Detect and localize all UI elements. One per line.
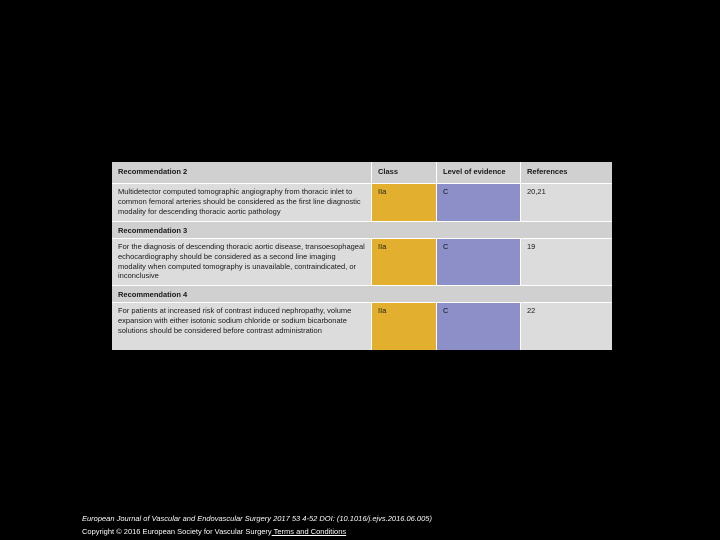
citation-text: European Journal of Vascular and Endovascular Surgery 2017 53 4-52 DOI: (10.1016/j.ejvs.2016.06.005)	[82, 514, 432, 523]
class-value: IIa	[371, 303, 436, 350]
recommendation-table	[112, 162, 612, 350]
class-value: IIa	[371, 184, 436, 221]
section-heading: Recommendation 4	[118, 290, 188, 299]
header-recommendation: Recommendation 2	[118, 167, 188, 176]
recommendation-text: Multidetector computed tomographic angiography from thoracic inlet to common femoral arteries should be considered as the first line diagnostic modality for descending thoracic aortic pathology	[118, 187, 361, 216]
table-row	[112, 184, 612, 221]
section-heading: Recommendation 3	[118, 226, 188, 235]
terms-and-conditions-link[interactable]: Terms and Conditions	[271, 527, 347, 536]
table-row	[112, 239, 612, 285]
copyright-text: Copyright © 2016 European Society for Vascular Surgery	[82, 527, 272, 536]
references-value: 19	[520, 239, 612, 285]
recommendation-text: For patients at increased risk of contrast induced nephropathy, volume expansion with either isotonic sodium chloride or sodium bicarbonate solutions should be considered before contrast administration	[118, 306, 352, 335]
recommendation-text: For the diagnosis of descending thoracic aortic disease, transoesophageal echocardiography should be considered as a second line imaging modality when computed tomography is unavailable, contraindicated, or inconclusive	[118, 242, 365, 281]
copyright-line	[82, 527, 346, 536]
class-value: IIa	[371, 239, 436, 285]
table-header-row	[112, 162, 612, 184]
level-value: C	[436, 239, 520, 285]
header-references: References	[520, 162, 612, 183]
references-value: 20,21	[520, 184, 612, 221]
header-class: Class	[371, 162, 436, 183]
level-value: C	[436, 303, 520, 350]
section-row	[112, 221, 612, 239]
references-value: 22	[520, 303, 612, 350]
header-level-of-evidence: Level of evidence	[436, 162, 520, 183]
level-value: C	[436, 184, 520, 221]
table-row	[112, 303, 612, 350]
section-row	[112, 285, 612, 303]
